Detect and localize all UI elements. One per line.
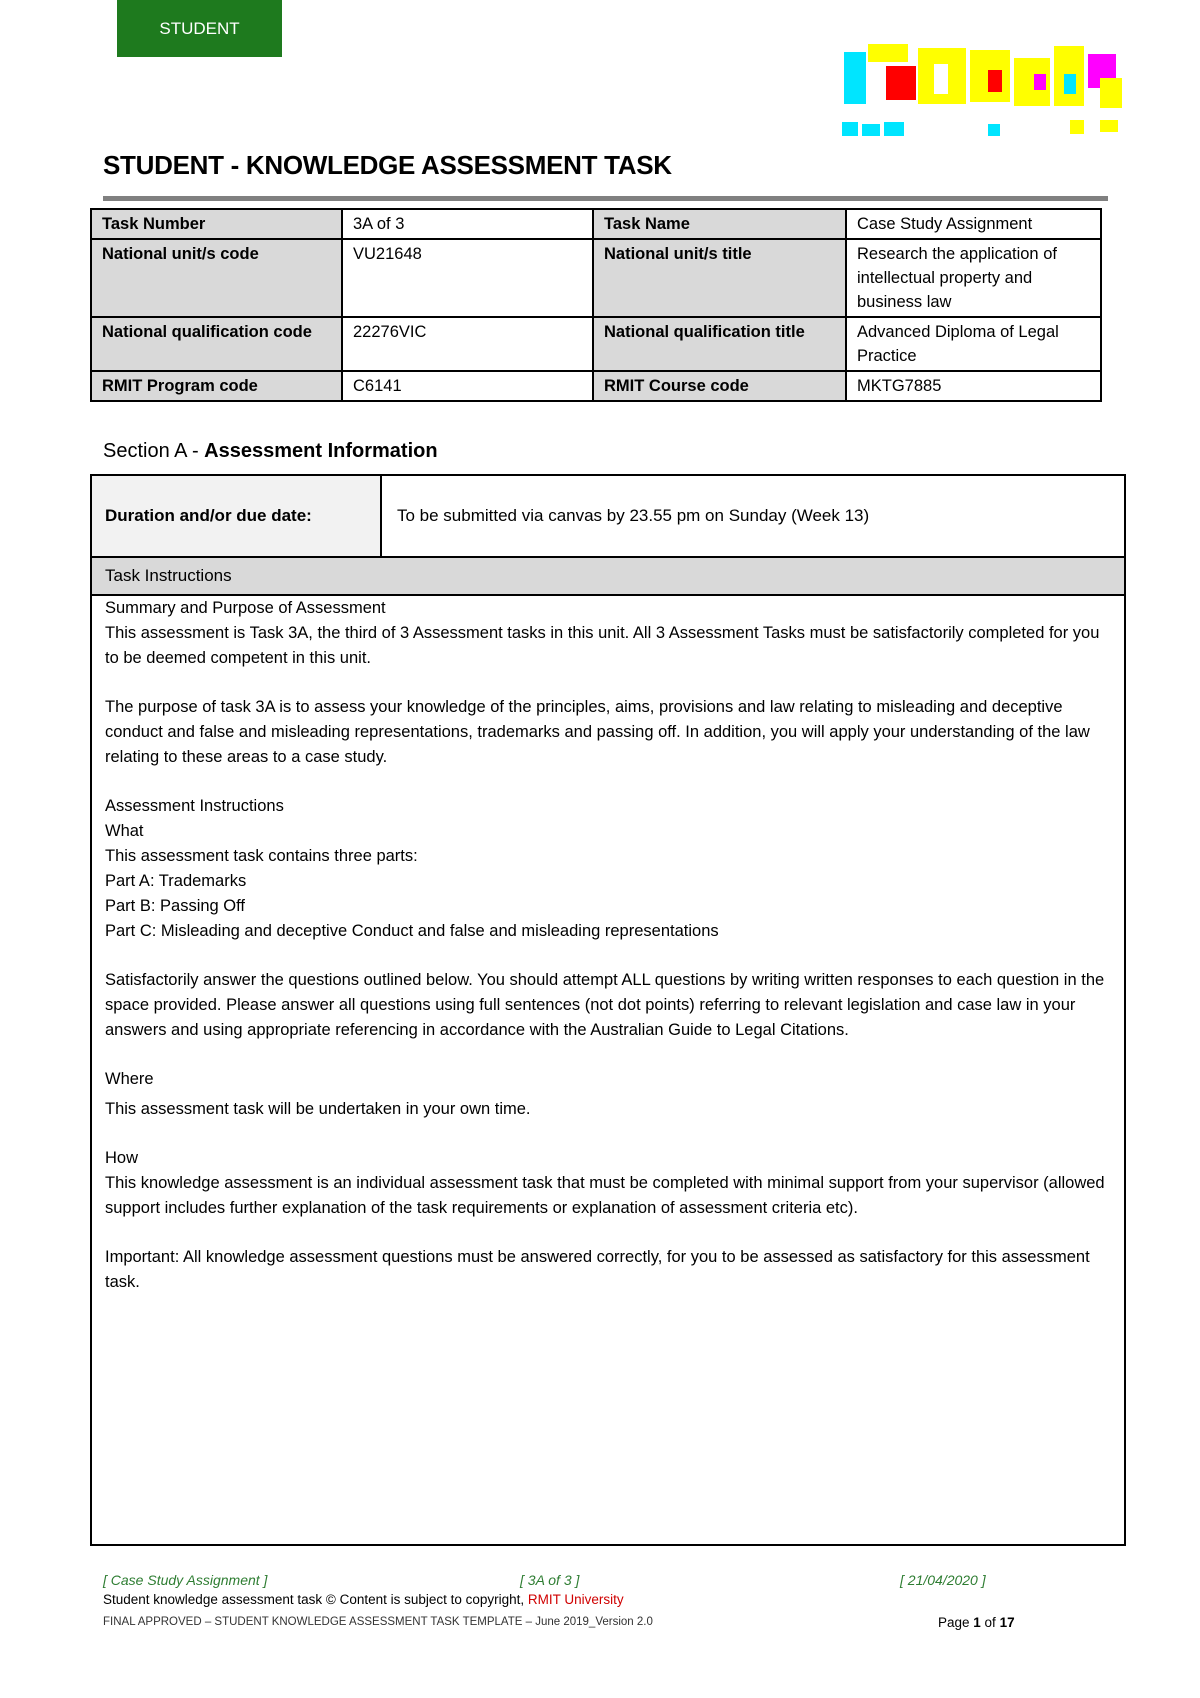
task-number-value: 3A of 3 [342, 209, 593, 239]
footer-task-name: [ Case Study Assignment ] [103, 1572, 268, 1588]
how-heading: How [105, 1149, 139, 1167]
due-date-label: Duration and/or due date: [92, 476, 382, 556]
page-title: STUDENT - KNOWLEDGE ASSESSMENT TASK [103, 150, 672, 180]
what-heading: What [105, 822, 144, 840]
template-note: FINAL APPROVED – STUDENT KNOWLEDGE ASSESSMENT TASK TEMPLATE – June 2019_Version 2.0 [103, 1616, 653, 1628]
task-number-label: Task Number [91, 209, 342, 239]
important-text: All knowledge assessment questions must be answered correctly, for you to be assessed as satisfactory for this assessment task. [105, 1248, 1090, 1291]
unit-code-value: VU21648 [342, 239, 593, 317]
rmit-logo [838, 44, 1138, 146]
page-current: 1 [973, 1615, 981, 1630]
part-c: Part C: Misleading and deceptive Conduct and false and misleading representations [105, 922, 719, 940]
important-note [105, 1245, 1110, 1295]
what-text: This assessment task contains three parts: [105, 847, 418, 865]
section-heading [103, 440, 438, 463]
task-info-table [90, 208, 1102, 402]
section-prefix: Section A - [103, 440, 205, 462]
footer-date: [ 21/04/2020 ] [900, 1572, 986, 1588]
part-a: Part A: Trademarks [105, 872, 247, 890]
unit-title-label: National unit/s title [593, 239, 846, 317]
summary-text: This assessment is Task 3A, the third of 3 Assessment tasks in this unit. All 3 Assessment Tasks must be satisfactorily completed for you to be deemed competent in this unit. [105, 624, 1100, 667]
where-text: This assessment task will be undertaken in your own time. [105, 1100, 531, 1118]
copyright-line [103, 1592, 624, 1607]
qualification-title-label: National qualification title [593, 317, 846, 371]
student-badge: STUDENT [117, 0, 282, 57]
task-instructions-body [105, 596, 1110, 1295]
task-name-value: Case Study Assignment [846, 209, 1101, 239]
qualification-code-value: 22276VIC [342, 317, 593, 371]
program-code-value: C6141 [342, 371, 593, 401]
qualification-title-value: Advanced Diploma of Legal Practice [846, 317, 1101, 371]
unit-code-label: National unit/s code [91, 239, 342, 317]
copyright-text: Student knowledge assessment task © Content is subject to copyright, [103, 1592, 528, 1607]
task-name-label: Task Name [593, 209, 846, 239]
title-divider [103, 196, 1108, 201]
footer-task-number: [ 3A of 3 ] [520, 1572, 580, 1588]
page-total: 17 [999, 1615, 1015, 1630]
page-number [938, 1615, 1015, 1630]
summary-heading: Summary and Purpose of Assessment [105, 599, 386, 617]
how-text: This knowledge assessment is an individual assessment task that must be completed with minimal support from your supervisor (allowed support includes further explanation of the task requirements or explanation of assessment criteria etc). [105, 1174, 1105, 1217]
qualification-code-label: National qualification code [91, 317, 342, 371]
answer-instructions: Satisfactorily answer the questions outlined below. You should attempt ALL questions by writing written responses to each question in the space provided. Please answer all questions using full sentences (not dot points) referring to relevant legislation and case law in your answers and using appropriate referencing in accordance with the Australian Guide to Legal Citations. [105, 971, 1105, 1039]
important-label: Important: [105, 1248, 180, 1266]
page-label: Page [938, 1615, 974, 1630]
purpose-text: The purpose of task 3A is to assess your knowledge of the principles, aims, provisions and law relating to misleading and deceptive conduct and false and misleading representations, trademarks and passing off. In addition, you will apply your understanding of the law relating to these areas to a case study. [105, 698, 1090, 766]
section-title: Assessment Information [204, 440, 438, 462]
instructions-heading: Assessment Instructions [105, 797, 284, 815]
copyright-org: RMIT University [527, 1592, 624, 1607]
course-code-value: MKTG7885 [846, 371, 1101, 401]
assessment-info-box [90, 474, 1126, 1546]
page-of: of [980, 1615, 1000, 1630]
table-row [91, 317, 1101, 371]
table-row [91, 239, 1101, 317]
where-heading: Where [105, 1070, 154, 1088]
table-row [91, 209, 1101, 239]
due-date-value: To be submitted via canvas by 23.55 pm on Sunday (Week 13) [397, 506, 870, 525]
task-instructions-header: Task Instructions [92, 558, 1124, 596]
table-row [91, 371, 1101, 401]
course-code-label: RMIT Course code [593, 371, 846, 401]
part-b: Part B: Passing Off [105, 897, 246, 915]
unit-title-value: Research the application of intellectual property and business law [846, 239, 1101, 317]
program-code-label: RMIT Program code [91, 371, 342, 401]
due-date-row [92, 476, 1124, 558]
